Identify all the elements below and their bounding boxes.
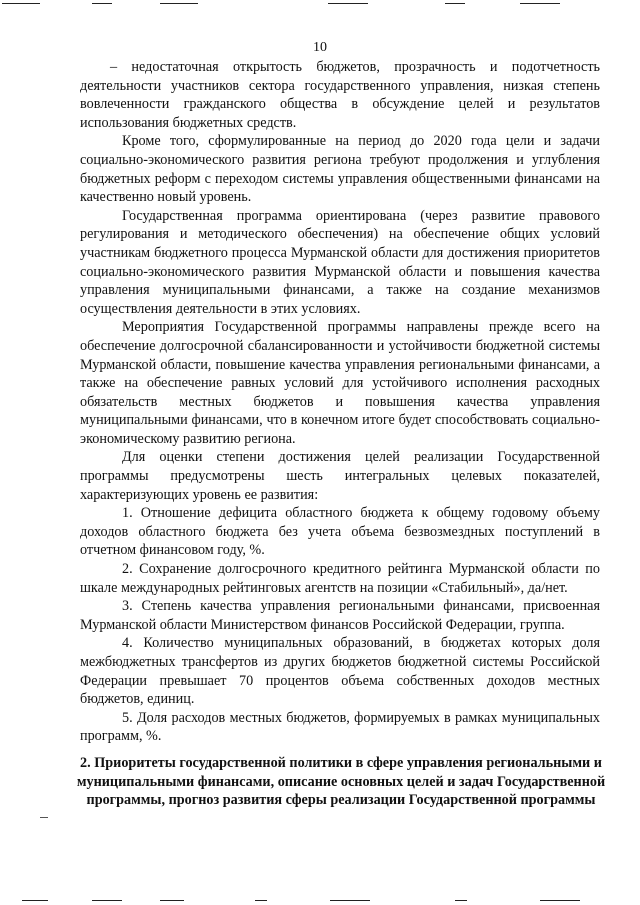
paragraph-program-orientation: Государственная программа ориентирована (через развитие правового регулирования и методического обеспечения) на обеспечение общих условий участникам бюджетного процесса Мурманской области для достижения приоритетов социально-экономического развития Мурманской области и повышения качества управления муниципальными финансами, а также на создание механизмов осуществления деятельности в этих условиях. (80, 207, 600, 317)
scan-mark (92, 900, 122, 901)
scan-mark (160, 3, 198, 4)
section-heading: 2. Приоритеты государственной политики в сфере управления региональными и муниципальными финансами, описание основных целей и задач Государственной программы, прогноз развития сферы реализации Государственной программы (76, 755, 606, 809)
scan-mark (2, 3, 40, 4)
scan-mark (160, 900, 184, 901)
scan-mark (520, 3, 560, 4)
page-number: 10 (313, 40, 327, 55)
paragraph-indicators-intro: Для оценки степени достижения целей реализации Государственной программы предусмотрены шесть интегральных целевых показателей, характеризующих уровень ее развития: (80, 449, 600, 503)
document-body (80, 58, 600, 746)
indicator-item-3: 3. Степень качества управления региональными финансами, присвоенная Мурманской области Министерством финансов Российской Федерации, группа. (80, 598, 600, 633)
scan-mark (22, 900, 48, 901)
paragraph-budget-transparency: – недостаточная открытость бюджетов, прозрачность и подотчетность деятельности участников сектора государственного управления, низкая степень вовлеченности гражданского общества в обсуждение целей и результатов использования бюджетных средств. (80, 59, 600, 131)
scan-mark (540, 900, 580, 901)
margin-dash (40, 817, 48, 818)
scan-mark (328, 3, 368, 4)
scan-mark (255, 900, 267, 901)
paragraph-program-measures: Мероприятия Государственной программы направлены прежде всего на обеспечение долгосрочной сбалансированности и устойчивости бюджетной системы Мурманской области, повышение качества управления региональными финансами, а также на обеспечение равных условий для устойчивого исполнения расходных обязательств местных бюджетов и повышения качества управления муниципальными финансами, что в конечном итоге будет способствовать социально-экономическому развитию региона. (80, 319, 600, 447)
indicator-item-4: 4. Количество муниципальных образований, в бюджетах которых доля межбюджетных трансфертов из других бюджетов бюджетной системы Российской Федерации превышает 70 процентов объема собственных доходов местных бюджетов, единиц. (80, 635, 600, 708)
scan-mark (92, 3, 112, 4)
scan-mark (445, 3, 465, 4)
paragraph-goals-2020: Кроме того, сформулированные на период до 2020 года цели и задачи социально-экономического развития региона требуют продолжения и углубления бюджетных реформ с переходом системы управления общественными финансами на качественно новый уровень. (80, 133, 600, 206)
scan-mark (455, 900, 467, 901)
scan-mark (330, 900, 370, 901)
indicator-item-2: 2. Сохранение долгосрочного кредитного рейтинга Мурманской области по шкале международных рейтинговых агентств на позиции «Стабильный», да/нет. (80, 561, 600, 596)
indicator-item-1: 1. Отношение дефицита областного бюджета к общему годовому объему доходов областного бюджета без учета объема безвозмездных поступлений в отчетном финансовом году, %. (80, 505, 600, 559)
indicator-item-5: 5. Доля расходов местных бюджетов, формируемых в рамках муниципальных программ, %. (80, 709, 600, 745)
